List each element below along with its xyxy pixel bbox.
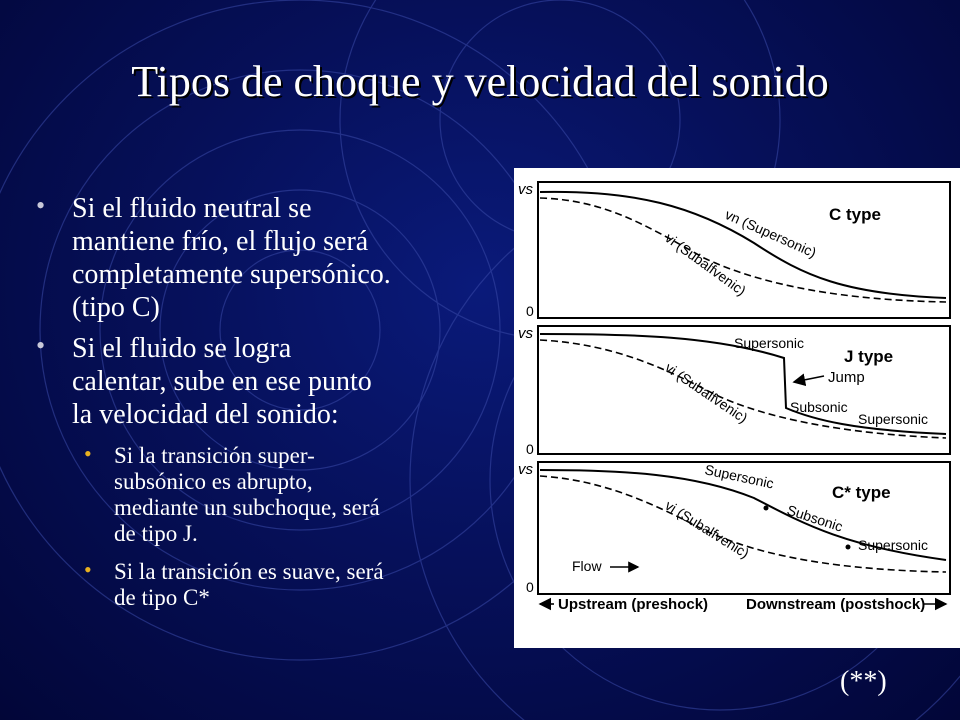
bullet-line: la velocidad del sonido: [72,399,339,430]
bullet-line: Si la transición es suave, será [114,559,384,584]
label-subsonic: Subsonic [790,399,848,415]
bullet-dot-icon: • [36,331,46,360]
y-axis-label: vs [518,461,533,478]
panel-cstar-type [518,461,950,595]
bullet-dot-icon: • [36,191,46,220]
bullet-line: (tipo C) [72,292,160,323]
zero-label: 0 [526,303,534,319]
sub-bullet-list [32,443,502,611]
label-supersonic-post: Supersonic [858,537,929,553]
panel-type-label: C type [829,205,881,224]
curve-label-vi: vi (Subalfvenic) [662,359,751,427]
label-supersonic-pre: Supersonic [734,335,805,351]
axis-label-upstream: Upstream (preshock) [558,596,709,613]
transition-point [846,545,851,550]
curve-label-vi: vi (Subalfvenic) [662,496,753,562]
bullet-line: Si el fluido se logra [72,333,292,364]
sub-bullet-item [84,441,502,547]
figure-bottom-axis [540,596,946,613]
zero-label: 0 [526,441,534,457]
y-axis-label: vs [518,325,533,342]
bullet-line: completamente supersónico. [72,259,391,290]
bullet-line: Si la transición super- [114,443,315,468]
label-subsonic: Subsonic [785,501,845,535]
curve-label-vi: vi (Subalfvenic) [662,229,750,299]
shock-types-figure [514,168,960,648]
axis-label-downstream: Downstream (postshock) [746,596,926,613]
y-axis-label: vs [518,181,533,198]
bullet-line: de tipo C* [114,585,210,610]
bullet-line: subsónico es abrupto, [114,469,313,494]
label-jump: Jump [828,369,865,386]
sub-bullet-dot-icon: • [84,441,92,466]
transition-point [764,506,769,511]
sub-bullet-dot-icon: • [84,557,92,582]
label-supersonic-pre: Supersonic [703,461,776,492]
panel-j-type [518,325,950,457]
zero-label: 0 [526,579,534,595]
panel-c-type [518,181,950,319]
reference-marker: (**) [840,666,887,697]
curve-label-vn: vn (Supersonic) [722,206,819,261]
label-supersonic-post: Supersonic [858,411,929,427]
bullet-line: mediante un subchoque, será [114,495,380,520]
panel-type-label: C* type [832,483,891,502]
bullet-item [32,332,502,431]
bullet-line: calentar, sube en ese punto [72,366,372,397]
sub-bullet-item [84,557,502,611]
bullet-line: mantiene frío, el flujo será [72,226,369,257]
bullet-list [32,192,502,611]
jump-arrow-icon [794,376,824,382]
bullet-line: Si el fluido neutral se [72,193,312,224]
slide-title: Tipos de choque y velocidad del sonido [131,57,829,106]
panel-type-label: J type [844,347,894,366]
bullet-item [32,192,502,324]
bullet-line: de tipo J. [114,521,198,546]
label-flow: Flow [572,558,602,574]
